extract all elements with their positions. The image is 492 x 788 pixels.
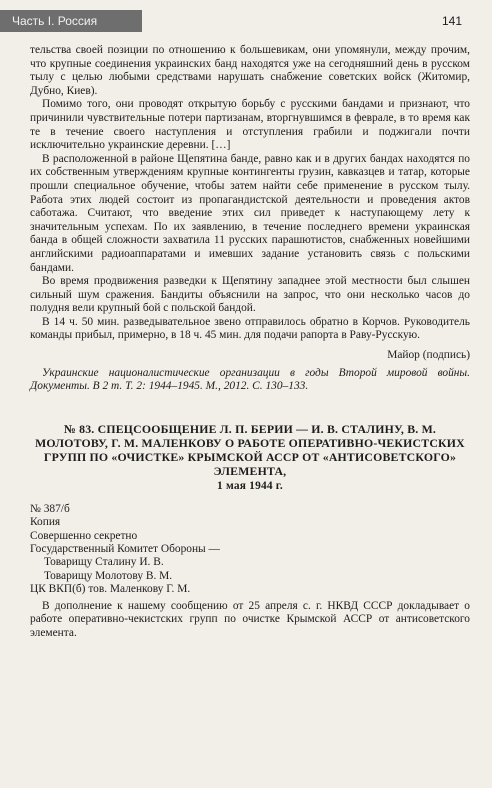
running-header bbox=[0, 10, 492, 32]
copy-label: Копия bbox=[30, 516, 61, 529]
document-stamp bbox=[30, 503, 470, 597]
addressee-malenkov: ЦК ВКП(б) тов. Маленкову Г. М. bbox=[30, 583, 191, 596]
source-citation: Украинские националистические организации в годы Второй мировой войны. Документы. В 2 т. Т. 2: 1944–1945. М., 2012. С. 130–133. bbox=[30, 366, 470, 393]
paragraph: Помимо того, они проводят открытую борьбу с русскими бандами и признают, что причинили чувствительные потери партизанам, вторгнувшимся в феврале, в то время как те в течение своего наступления и отступления грабили и поджигали почти исключительно украинские деревни. […] bbox=[30, 98, 470, 152]
paragraph: Во время продвижения разведки к Щепятину западнее этой местности был слышен сильный шум сражения. Бандиты объяснили на запрос, что они несколько часов до полудня вели крупный бой с польской бандой. bbox=[30, 275, 470, 315]
chapter-header: Часть I. Россия bbox=[0, 10, 142, 32]
addressee-committee: Государственный Комитет Обороны — bbox=[30, 543, 220, 556]
document-title-text: № 83. СПЕЦСООБЩЕНИЕ Л. П. БЕРИИ — И. В. СТАЛИНУ, В. М. МОЛОТОВУ, Г. М. МАЛЕНКОВУ О РАБОТЕ ОПЕРАТИВНО-ЧЕКИСТСКИХ ГРУПП ПО «ОЧИСТКЕ» КРЫМСКОЙ АССР ОТ «АНТИСОВЕТСКОГО» ЭЛЕМЕНТА, bbox=[35, 421, 465, 479]
document-intro: В дополнение к нашему сообщению от 25 апреля с. г. НКВД СССР докладывает о работе оперативно-чекистских групп по очистке Крымской АССР от антисоветского элемента. bbox=[30, 599, 470, 639]
document-date: 1 мая 1944 г. bbox=[217, 479, 283, 492]
paragraph: В 14 ч. 50 мин. разведывательное звено отправилось обратно в Корчов. Руководитель команды прибыл, примерно, в 18 ч. 45 мин. для подачи рапорта в Раву-Русскую. bbox=[30, 315, 470, 342]
paragraph: В расположенной в районе Щепятина банде, равно как и в других бандах находятся по их собственным утверждениям крупные контингенты грузин, кавказцев и татар, которые прошли специальное обучение, чтобы затем найти себе применение в русском тылу. Работа этих людей состоит из пропагандистской деятельности и проведения актов саботажа. Считают, что введение этих сил приведет к наступающему лету к значительным успехам. По их заявлению, в течение последнего времени украинская банда в общей сложности захватила 11 русских парашютистов, снабженных новейшими английскими радиоаппаратами и имевших задание установить связь с польскими бандами. bbox=[30, 152, 470, 274]
signature: Майор (подпись) bbox=[387, 349, 470, 362]
addressee-stalin: Товарищу Сталину И. В. bbox=[44, 556, 164, 569]
addressee-molotov: Товарищу Молотову В. М. bbox=[44, 569, 173, 582]
secrecy-label: Совершенно секретно bbox=[30, 529, 138, 542]
body-text bbox=[30, 44, 470, 640]
page-number: 141 bbox=[441, 14, 462, 28]
paragraph-continued: тельства своей позиции по отношению к большевикам, они упомянули, между прочим, что крупные соединения украинских банд находятся уже на сегодняшний день в русском тылу с целью любыми средствами нарушать снабжение советских войск (Житомир, Дубно, Киев). bbox=[30, 44, 470, 97]
document-number: № 387/б bbox=[30, 502, 70, 515]
document-title bbox=[30, 422, 470, 493]
